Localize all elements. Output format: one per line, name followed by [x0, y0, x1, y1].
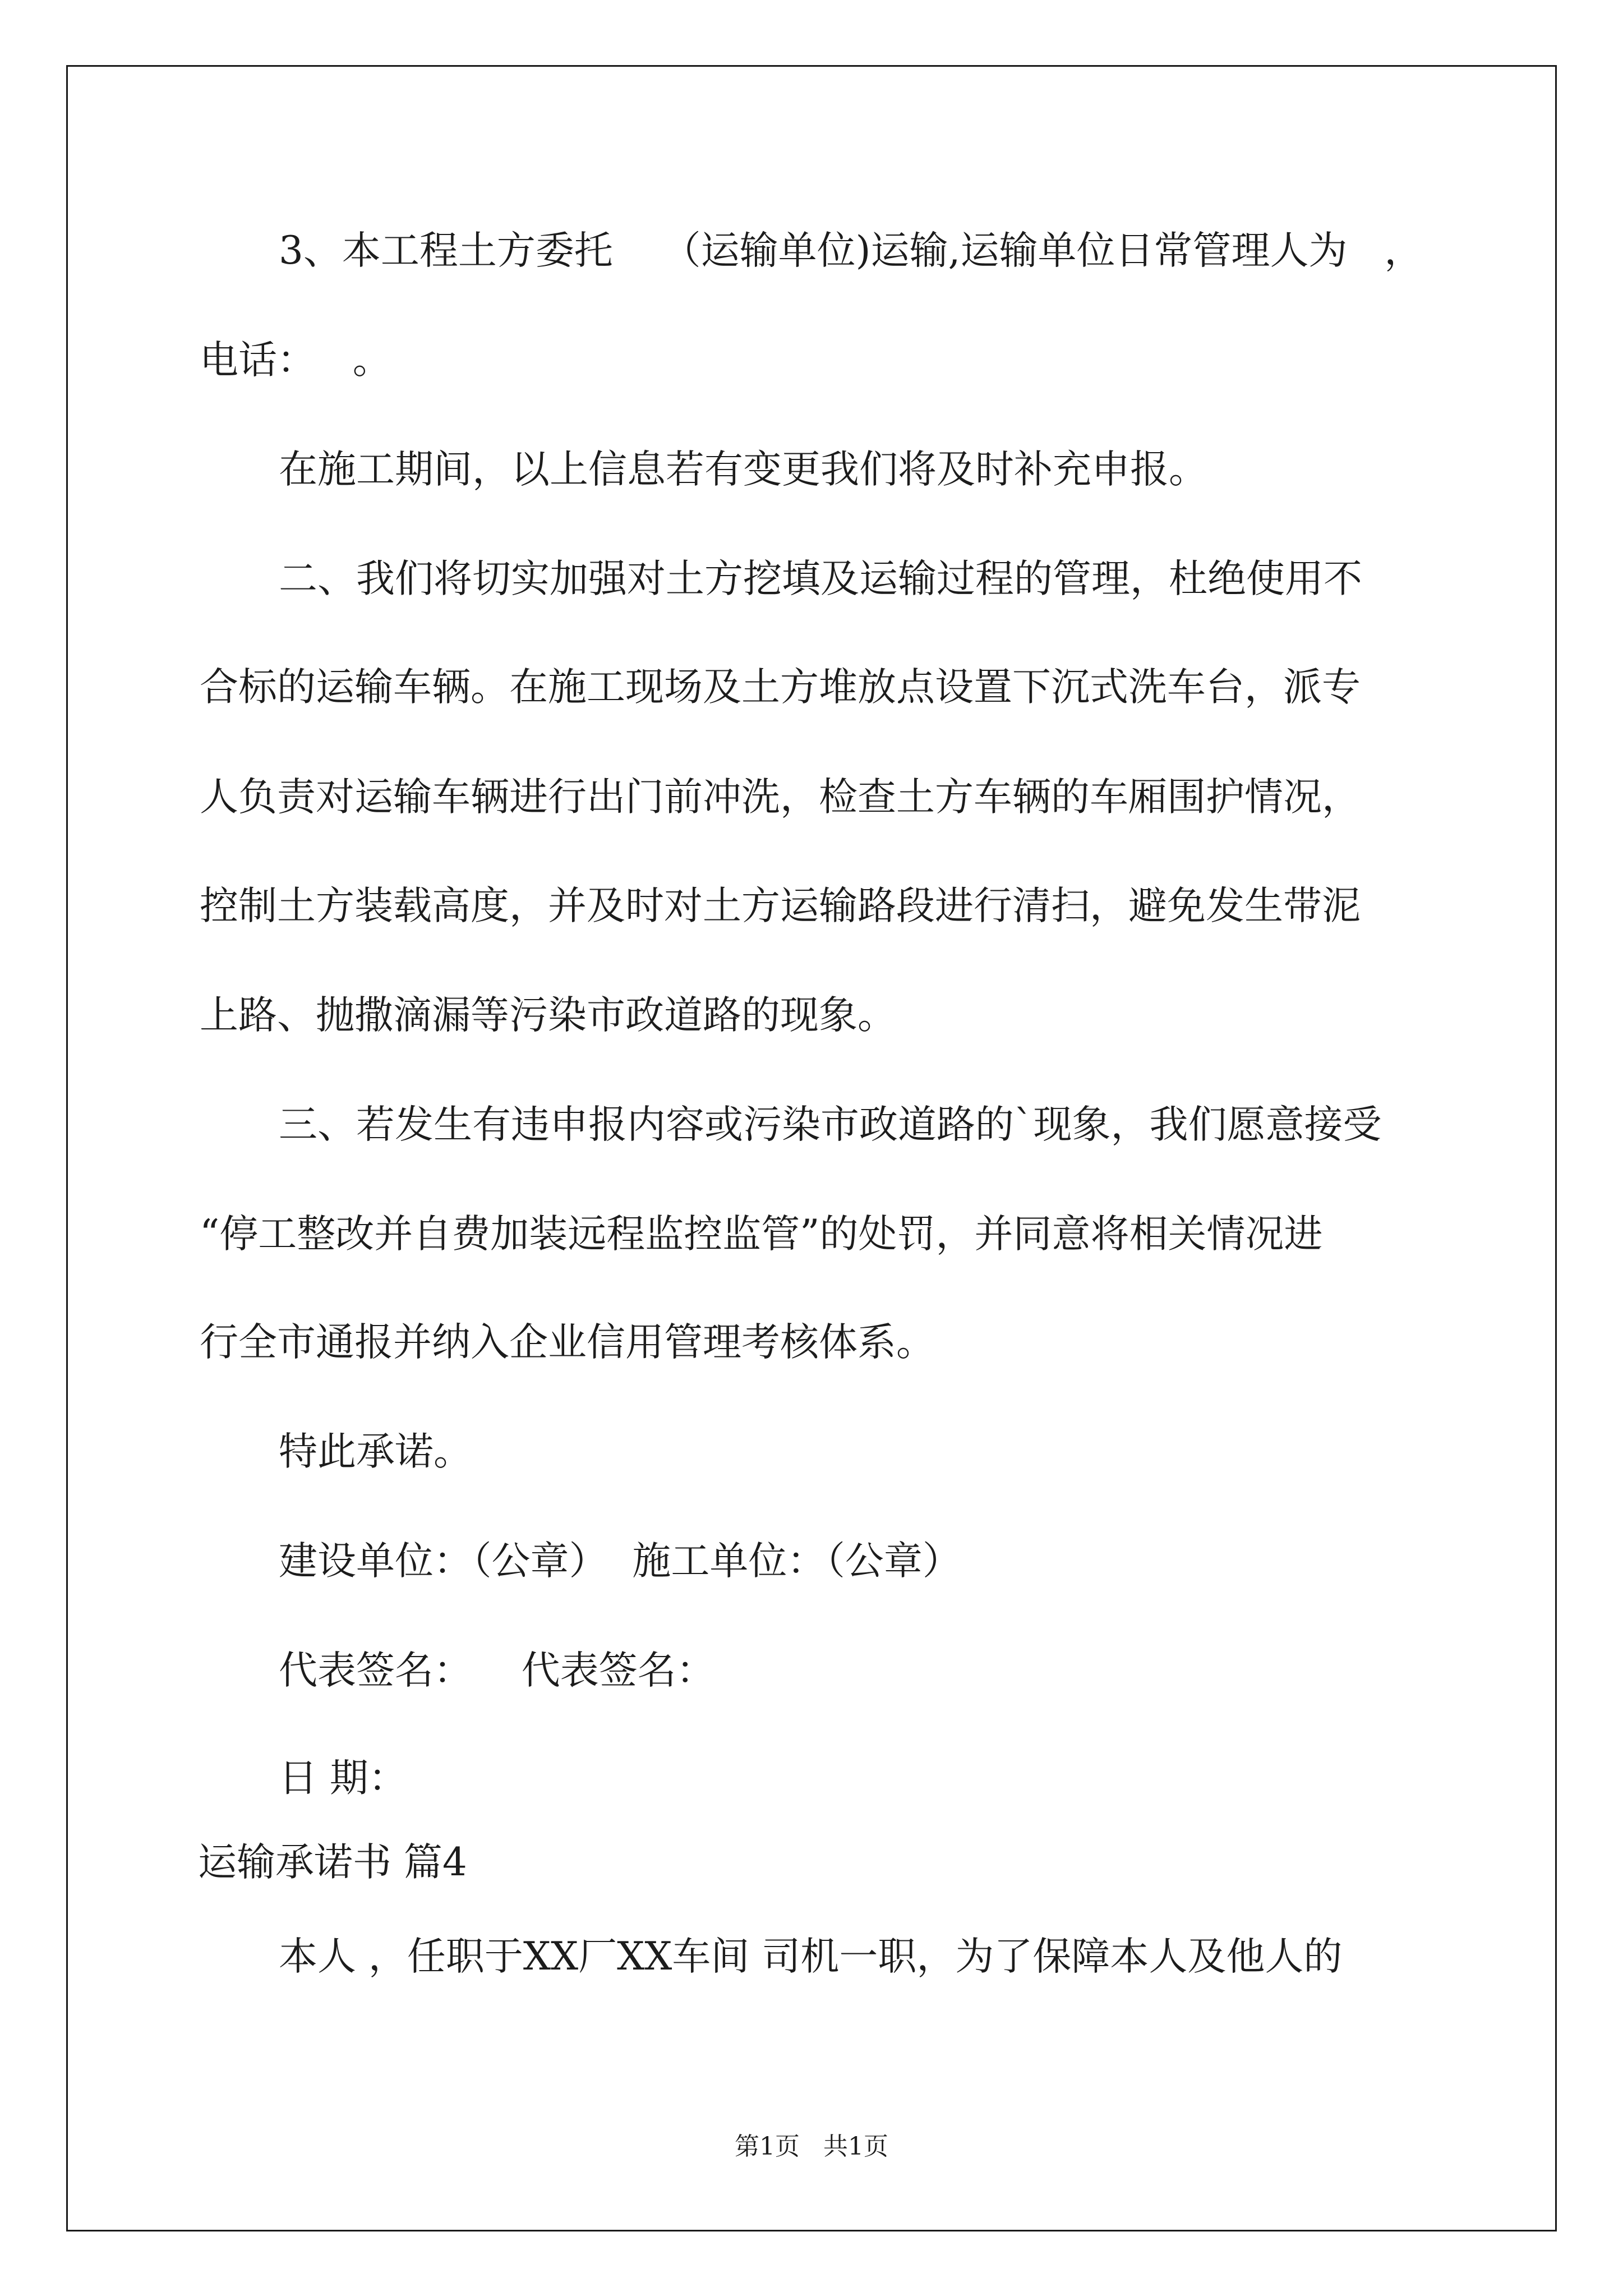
section-2-line-5: 上路、抛撒滴漏等污染市政道路的现象。 — [200, 993, 896, 1038]
representative-signature-line: 代表签名： 代表签名： — [279, 1648, 715, 1693]
info-update-paragraph: 在施工期间，以上信息若有变更我们将及时补充申报。 — [279, 447, 1207, 492]
section-3-line-2: “停工整改并自费加装远程监控监管”的处罚，并同意将相关情况进 — [200, 1212, 1323, 1257]
section-3-line-3: 行全市通报并纳入企业信用管理考核体系。 — [200, 1320, 935, 1365]
section-2-line-3: 人负责对运输车辆进行出门前冲洗，检查土方车辆的车厢围护情况， — [200, 775, 1361, 820]
next-section-first-line: 本人 ，任职于XX厂XX车间 司机一职，为了保障本人及他人的 — [279, 1934, 1343, 1979]
date-line: 日 期： — [279, 1756, 407, 1801]
unit-seal-line: 建设单位：（公章） 施工单位：（公章） — [279, 1539, 961, 1584]
clause-3-line-2: 电话： 。 — [200, 338, 391, 383]
section-3-line-1: 三、若发生有违申报内容或污染市政道路的`现象，我们愿意接受 — [279, 1102, 1382, 1147]
section-heading: 运输承诺书 篇4 — [198, 1840, 467, 1885]
page-footer: 第1页 共1页 — [735, 2132, 888, 2161]
section-2-line-1: 二、我们将切实加强对土方挖填及运输过程的管理，杜绝使用不 — [279, 556, 1362, 601]
pledge-statement: 特此承诺。 — [279, 1429, 472, 1474]
section-2-line-2: 合标的运输车辆。在施工现场及土方堆放点设置下沉式洗车台，派专 — [200, 665, 1361, 710]
section-2-line-4: 控制土方装载高度，并及时对土方运输路段进行清扫，避免发生带泥 — [200, 884, 1361, 928]
clause-3-line-1: 3、本工程土方委托 （运输单位)运输,运输单位日常管理人为 ， — [279, 228, 1423, 273]
